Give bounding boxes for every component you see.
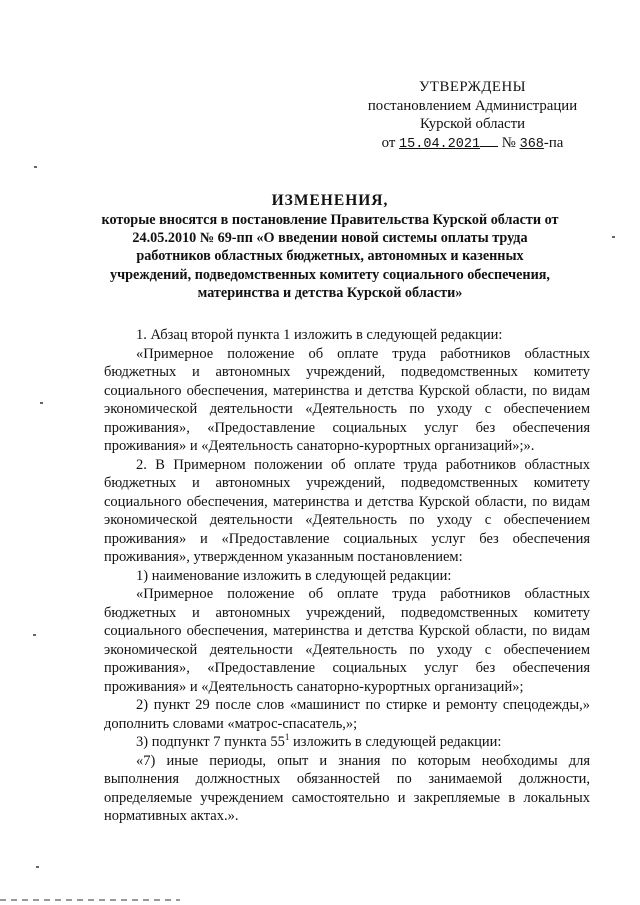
paragraph-7-superscript: 1 bbox=[284, 732, 290, 743]
paragraph-8: «7) иные периоды, опыт и знания по которым необходимы для выполнения должностных обязанностей по занимаемой должности, определяемые учреждением самостоятельно и закрепляемые в локальных нормативных актах.». bbox=[104, 752, 590, 824]
paragraph-7-end: изложить в следующей редакции: bbox=[289, 734, 502, 750]
paragraph-1: 1. Абзац второй пункта 1 изложить в следующей редакции: bbox=[136, 327, 503, 343]
date-prefix: от bbox=[381, 134, 396, 151]
paragraph-3: 2. В Примерном положении об оплате труда работников областных бюджетных и автономных учреждений, подведомственных комитету социального обеспечения, материнства и детства Курской области, по видам экономической деятельности «Деятельность по уходу с обеспечением проживания» и «Предоставление социальных услуг без обеспечения проживания», утвержденном указанным постановлением: bbox=[104, 456, 590, 565]
approval-number: 368 bbox=[519, 136, 544, 152]
document-heading bbox=[95, 191, 565, 302]
approval-line-2: Курской области bbox=[419, 116, 526, 133]
scan-edge-noise bbox=[0, 899, 180, 901]
approval-title: УТВЕРЖДЕНЫ bbox=[418, 79, 527, 95]
paragraph-2: «Примерное положение об оплате труда работников областных бюджетных и автономных учреждений, подведомственных комитету социального обеспечения, материнства и детства Курской области, по видам экономической деятельности «Деятельность по уходу с обеспечением проживания», «Предоставление социальных услуг без обеспечения проживания» и «Деятельность санаторно-курортных организаций»;». bbox=[104, 345, 590, 454]
paragraph-7 bbox=[104, 733, 590, 752]
scan-mark bbox=[33, 634, 36, 636]
number-prefix: № bbox=[501, 134, 516, 151]
heading-title: ИЗМЕНЕНИЯ, bbox=[271, 192, 389, 209]
paragraph-4: 1) наименование изложить в следующей редакции: bbox=[136, 567, 452, 584]
scan-mark bbox=[34, 166, 37, 168]
paragraph-7-start: 3) подпункт 7 пункта 55 bbox=[136, 734, 285, 750]
date-underline bbox=[480, 145, 498, 147]
approval-block bbox=[355, 78, 590, 154]
scan-mark bbox=[612, 236, 615, 238]
scan-mark bbox=[36, 866, 39, 868]
document-body bbox=[104, 326, 590, 826]
number-suffix: -па bbox=[543, 134, 564, 151]
scan-mark bbox=[40, 402, 43, 404]
paragraph-6: 2) пункт 29 после слов «машинист по стирке и ремонту спецодежды,» дополнить словами «матрос-спасатель,»; bbox=[104, 697, 590, 732]
heading-subtitle: которые вносятся в постановление Правительства Курской области от 24.05.2010 № 69-пп «О введении новой системы оплаты труда работников областных бюджетных, автономных и казенных учреждений, подведомственных комитету социального обеспечения, материнства и детства Курской области» bbox=[101, 212, 559, 301]
approval-line-1: постановлением Администрации bbox=[367, 97, 578, 114]
approval-date: 15.04.2021 bbox=[399, 136, 481, 152]
approval-date-line bbox=[355, 134, 590, 155]
paragraph-5: «Примерное положение об оплате труда работников областных бюджетных и автономных учреждений, подведомственных комитету социального обеспечения, материнства и детства Курской области, по видам экономической деятельности «Деятельность по уходу с обеспечением проживания», «Предоставление социальных услуг без обеспечения проживания» и «Деятельность санаторно-курортных организаций»; bbox=[104, 586, 590, 695]
